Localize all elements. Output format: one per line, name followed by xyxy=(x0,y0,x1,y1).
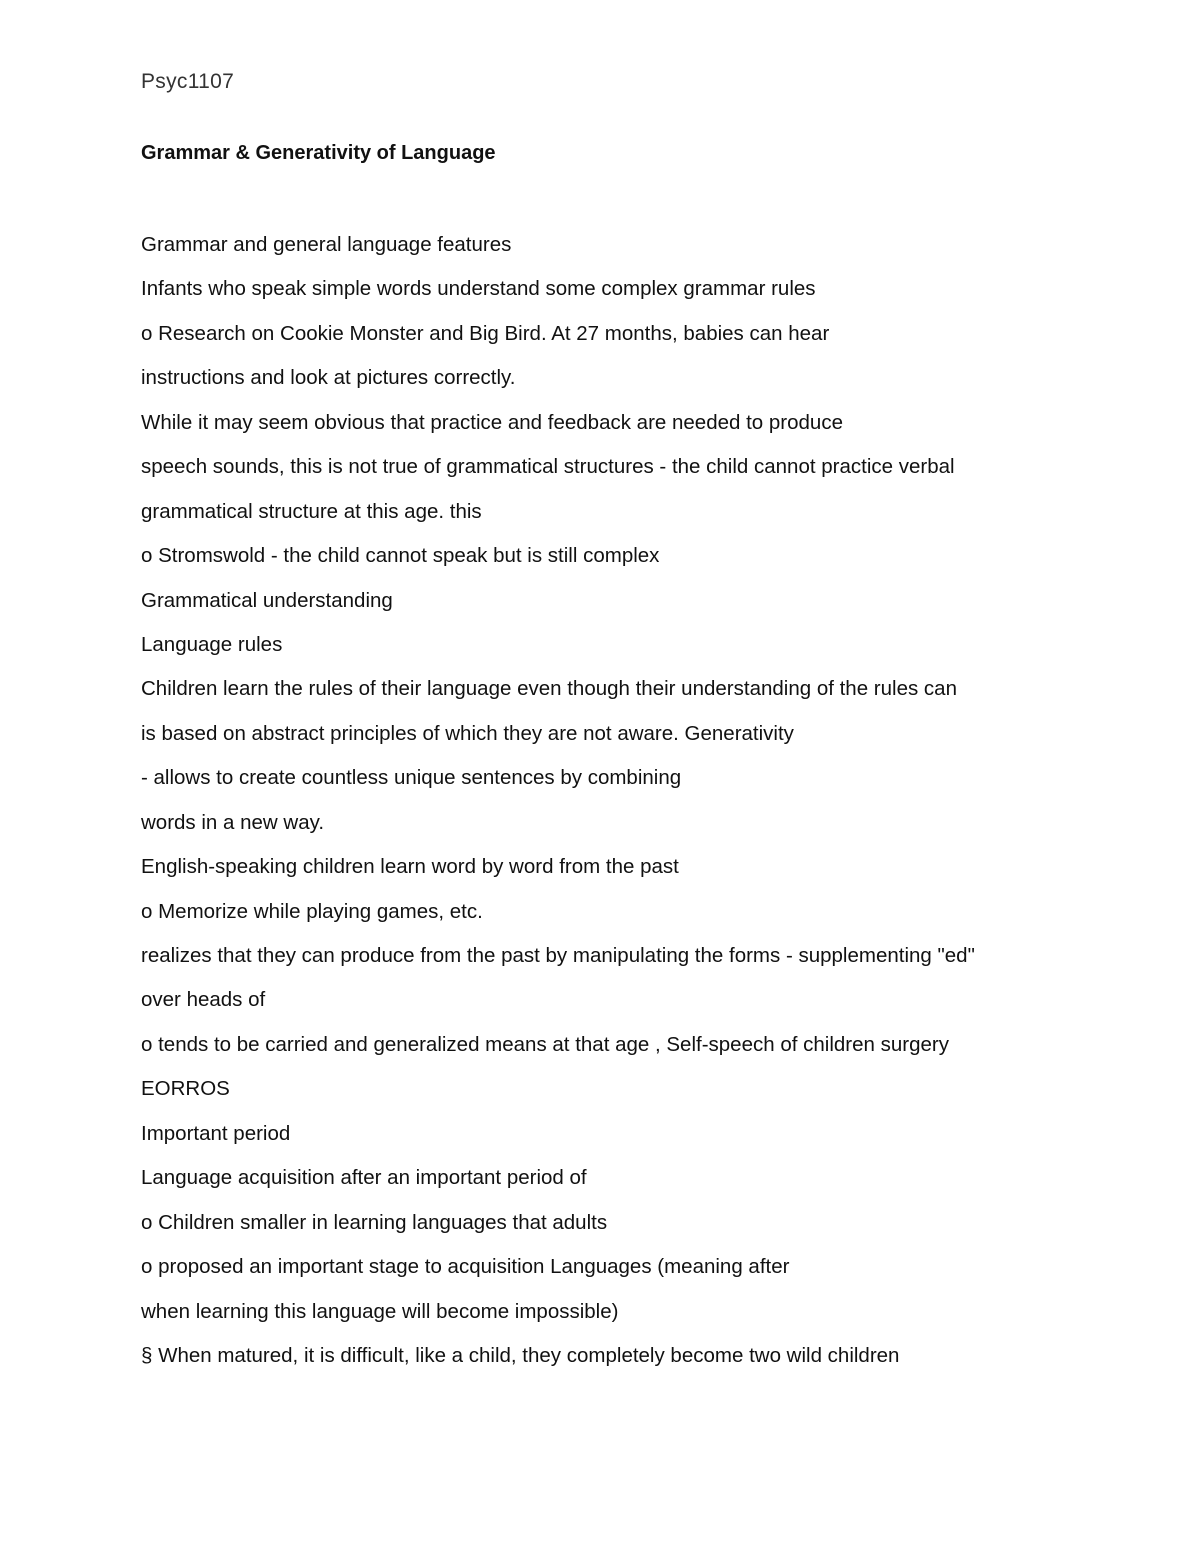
text-line: is based on abstract principles of which they are not aware. Generativity xyxy=(141,721,794,745)
document-title: Grammar & Generativity of Language xyxy=(141,142,496,164)
text-line: Grammatical understanding xyxy=(141,588,393,612)
text-line: Grammar and general language features xyxy=(141,233,512,256)
text-line: Infants who speak simple words understand some complex grammar rules xyxy=(141,277,816,301)
text-line: - allows to create countless unique sentences by combining xyxy=(141,766,682,790)
text-line: o proposed an important stage to acquisition Languages (meaning after xyxy=(141,1255,790,1279)
text-line: grammatical structure at this age. this xyxy=(141,499,482,523)
text-line: speech sounds, this is not true of grammatical structures - the child cannot practice verbal xyxy=(141,455,955,479)
text-line: § When matured, it is difficult, like a child, they completely become two wild children xyxy=(141,1343,900,1367)
text-line: Children learn the rules of their language even though their understanding of the rules can xyxy=(141,677,957,701)
text-line: Language acquisition after an important period of xyxy=(141,1166,587,1190)
text-line: EORROS xyxy=(141,1077,230,1101)
course-header: Psyc1107 xyxy=(141,70,235,93)
text-line: English-speaking children learn word by word from the past xyxy=(141,855,679,879)
notes-body xyxy=(141,229,1141,1384)
text-line: While it may seem obvious that practice and feedback are needed to produce xyxy=(141,410,843,434)
text-line: o Children smaller in learning languages that adults xyxy=(141,1210,608,1234)
text-line: Language rules xyxy=(141,632,283,656)
text-line: instructions and look at pictures correctly. xyxy=(141,366,516,390)
text-line: over heads of xyxy=(141,988,266,1012)
text-line: o Memorize while playing games, etc. xyxy=(141,899,483,923)
text-line: o Research on Cookie Monster and Big Bird. At 27 months, babies can hear xyxy=(141,321,830,345)
text-line: words in a new way. xyxy=(141,810,325,834)
text-line: o tends to be carried and generalized means at that age , Self-speech of children surgery xyxy=(141,1032,949,1056)
text-line: realizes that they can produce from the past by manipulating the forms - supplementing "ed" xyxy=(141,944,975,967)
text-line: Important period xyxy=(141,1121,291,1145)
text-line: when learning this language will become impossible) xyxy=(141,1299,619,1323)
text-line: o Stromswold - the child cannot speak but is still complex xyxy=(141,544,660,568)
